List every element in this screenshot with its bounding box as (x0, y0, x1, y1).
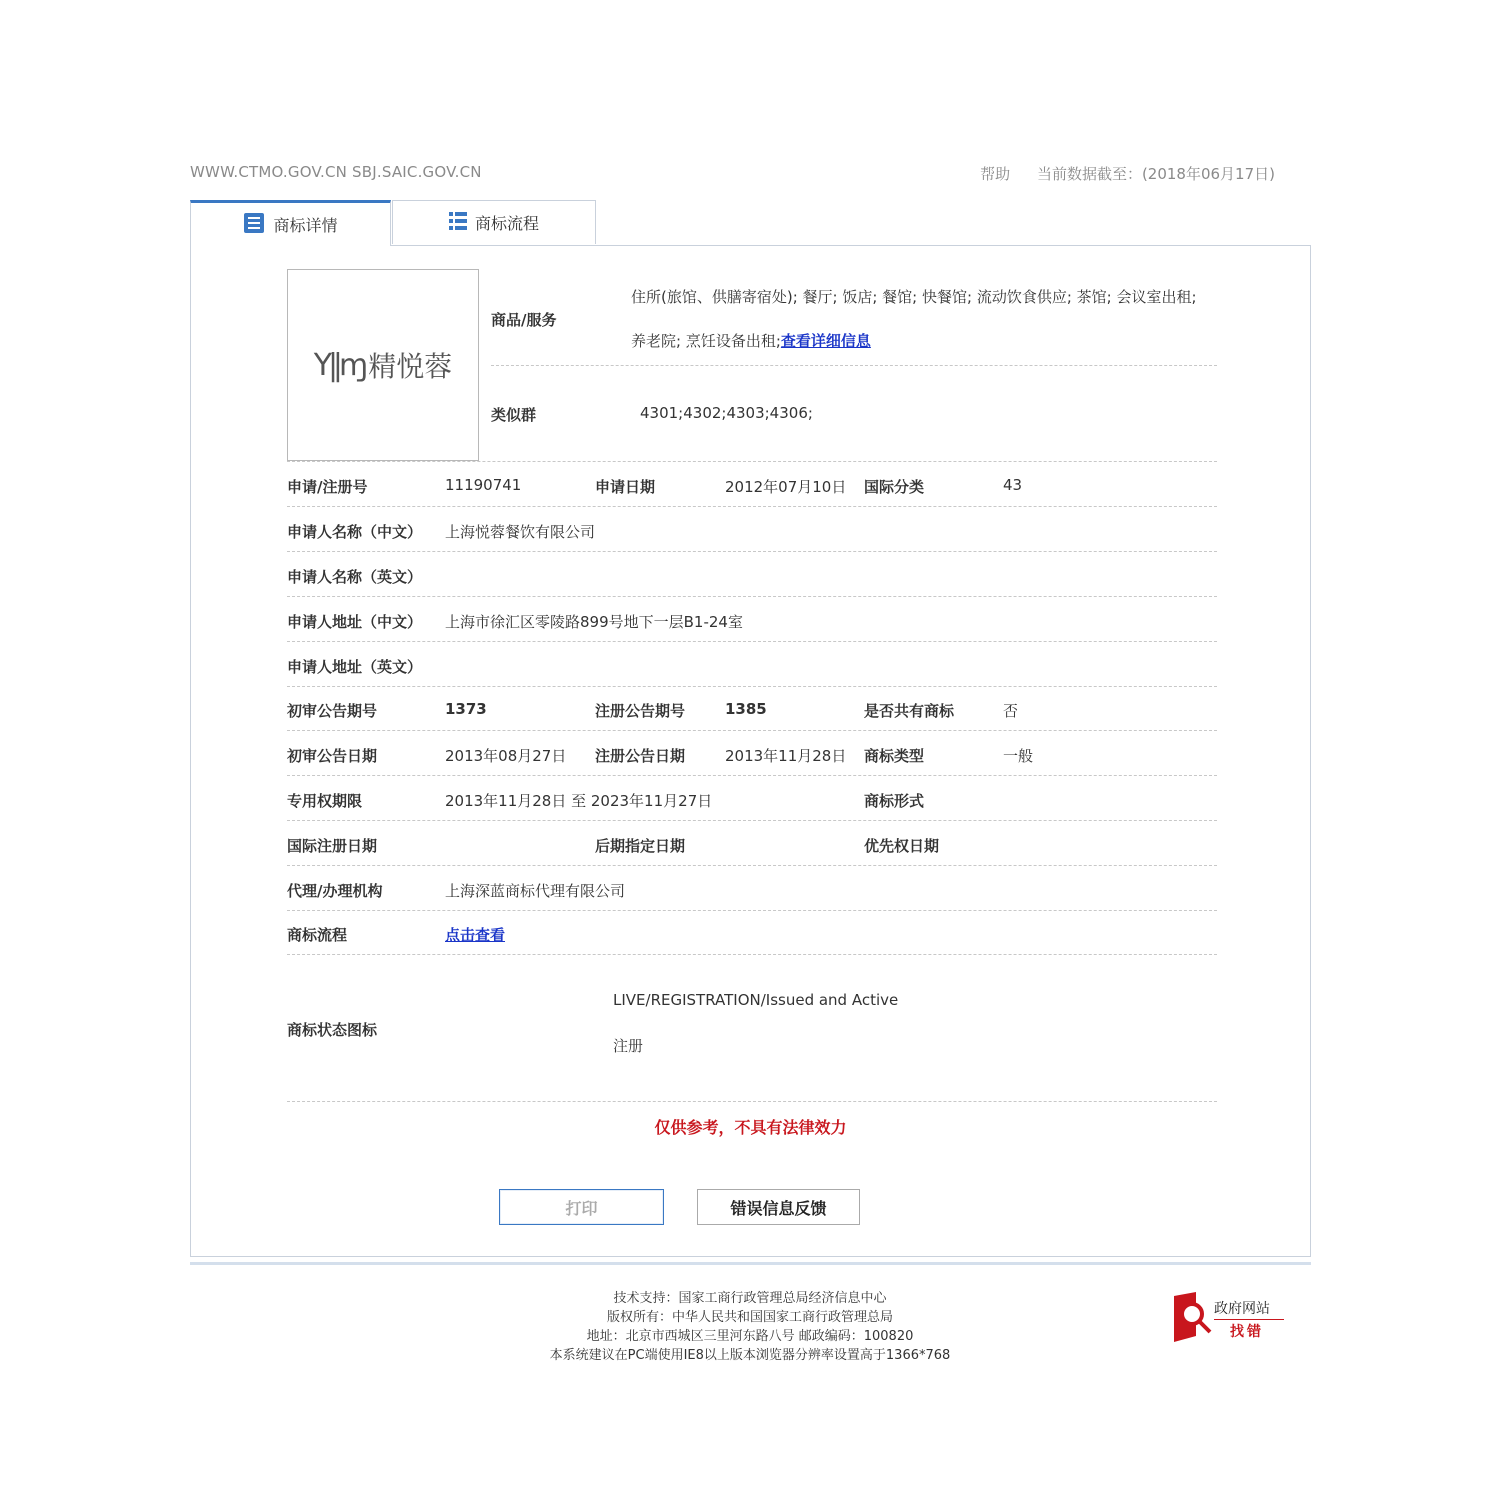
divider (287, 461, 1217, 462)
prelim-no-value: 1373 (445, 700, 487, 718)
detail-panel (190, 245, 1311, 1257)
divider (287, 730, 1217, 731)
reg-pub-date-value: 2013年11月28日 (725, 747, 847, 765)
process-label: 商标流程 (287, 926, 348, 944)
top-bar (190, 163, 1275, 185)
top-right (980, 163, 1275, 184)
exclusive-value: 2013年11月28日 至 2023年11月27日 (445, 792, 713, 810)
divider (287, 641, 1217, 642)
logo-mark: Y‖ɱ (313, 347, 365, 383)
tm-type-value: 一般 (1003, 747, 1034, 765)
list-icon (243, 212, 265, 238)
divider (287, 910, 1217, 911)
divider (287, 820, 1217, 821)
intl-reg-date-label: 国际注册日期 (287, 837, 378, 855)
reg-pub-date-label: 注册公告日期 (595, 747, 686, 765)
view-process-link[interactable]: 点击查看 (445, 926, 506, 944)
prelim-no-label: 初审公告期号 (287, 702, 378, 720)
divider (287, 596, 1217, 597)
address-cn-label: 申请人地址（中文） (287, 613, 423, 631)
reg-pub-no-value: 1385 (725, 700, 767, 718)
reg-pub-no-label: 注册公告期号 (595, 702, 686, 720)
site-domains: WWW.CTMO.GOV.CN SBJ.SAIC.GOV.CN (190, 163, 482, 181)
footer-address: 地址：北京市西城区三里河东路八号 邮政编码：100820 (586, 1329, 914, 1344)
tab-label: 商标流程 (474, 214, 539, 233)
similar-group-value: 4301;4302;4303;4306; (640, 404, 813, 422)
gov-badge-underline (1214, 1319, 1284, 1320)
intl-class-value: 43 (1003, 476, 1023, 494)
agent-value: 上海深蓝商标代理有限公司 (445, 882, 626, 900)
footer-browser-note: 本系统建议在PC端使用IE8以上版本浏览器分辨率设置高于1366*768 (549, 1348, 951, 1363)
print-button[interactable]: 打印 (499, 1189, 664, 1225)
view-details-link[interactable]: 查看详细信息 (780, 332, 871, 350)
intl-class-label: 国际分类 (864, 478, 925, 496)
address-cn-value: 上海市徐汇区零陵路899号地下一层B1-24室 (445, 613, 743, 631)
reg-no-value: 11190741 (445, 476, 522, 494)
later-designation-label: 后期指定日期 (595, 837, 686, 855)
data-date: 当前数据截至：(2018年06月17日) (1036, 165, 1275, 183)
divider (287, 775, 1217, 776)
trademark-image (287, 269, 479, 461)
priority-date-label: 优先权日期 (864, 837, 940, 855)
tm-type-label: 商标类型 (864, 747, 925, 765)
gov-badge-line1: 政府网站 (1214, 1301, 1270, 1317)
footer (450, 1289, 1050, 1365)
address-en-label: 申请人地址（英文） (287, 658, 423, 676)
app-date-label: 申请日期 (595, 478, 656, 496)
legal-disclaimer: 仅供参考，不具有法律效力 (654, 1118, 847, 1137)
tab-label: 商标详情 (273, 216, 338, 235)
gov-badge-line2: 找错 (1230, 1324, 1264, 1340)
divider (287, 1101, 1217, 1102)
tab-trademark-process[interactable] (392, 200, 596, 244)
applicant-cn-value: 上海悦蓉餐饮有限公司 (445, 523, 596, 541)
divider (287, 551, 1217, 552)
agent-label: 代理/办理机构 (287, 882, 383, 900)
gov-error-report-badge[interactable] (1174, 1292, 1289, 1342)
status-en: LIVE/REGISTRATION/Issued and Active (613, 991, 899, 1009)
goods-line1: 住所(旅馆、供膳寄宿处); 餐厅; 饭店; 餐馆; 快餐馆; 流动饮食供应; 茶馆; 会议室出租; (631, 288, 1197, 306)
status-cn: 注册 (613, 1037, 644, 1055)
applicant-cn-label: 申请人名称（中文） (287, 523, 423, 541)
app-date-value: 2012年07月10日 (725, 478, 847, 496)
grid-list-icon (449, 212, 467, 234)
goods-line2: 养老院; 烹饪设备出租;查看详细信息 (631, 332, 871, 350)
applicant-en-label: 申请人名称（英文） (287, 568, 423, 586)
similar-group-label: 类似群 (491, 406, 537, 424)
divider (287, 954, 1217, 955)
footer-support: 技术支持：国家工商行政管理总局经济信息中心 (613, 1291, 887, 1306)
divider (491, 365, 1217, 366)
exclusive-label: 专用权期限 (287, 792, 363, 810)
footer-divider (190, 1262, 1311, 1265)
footer-copyright: 版权所有：中华人民共和国国家工商行政管理总局 (606, 1310, 893, 1325)
goods-label: 商品/服务 (491, 311, 557, 329)
status-label: 商标状态图标 (287, 1021, 378, 1039)
feedback-button[interactable]: 错误信息反馈 (697, 1189, 860, 1225)
prelim-date-value: 2013年08月27日 (445, 747, 567, 765)
magnifier-flag-icon (1174, 1292, 1218, 1346)
tm-form-label: 商标形式 (864, 792, 925, 810)
reg-no-label: 申请/注册号 (287, 478, 368, 496)
divider (287, 506, 1217, 507)
logo-text: 精悦蓉 (368, 350, 453, 383)
tab-trademark-detail[interactable] (190, 200, 391, 246)
help-link[interactable]: 帮助 (980, 165, 1011, 183)
shared-value: 否 (1003, 702, 1019, 720)
prelim-date-label: 初审公告日期 (287, 747, 378, 765)
divider (287, 686, 1217, 687)
divider (287, 865, 1217, 866)
shared-label: 是否共有商标 (864, 702, 955, 720)
